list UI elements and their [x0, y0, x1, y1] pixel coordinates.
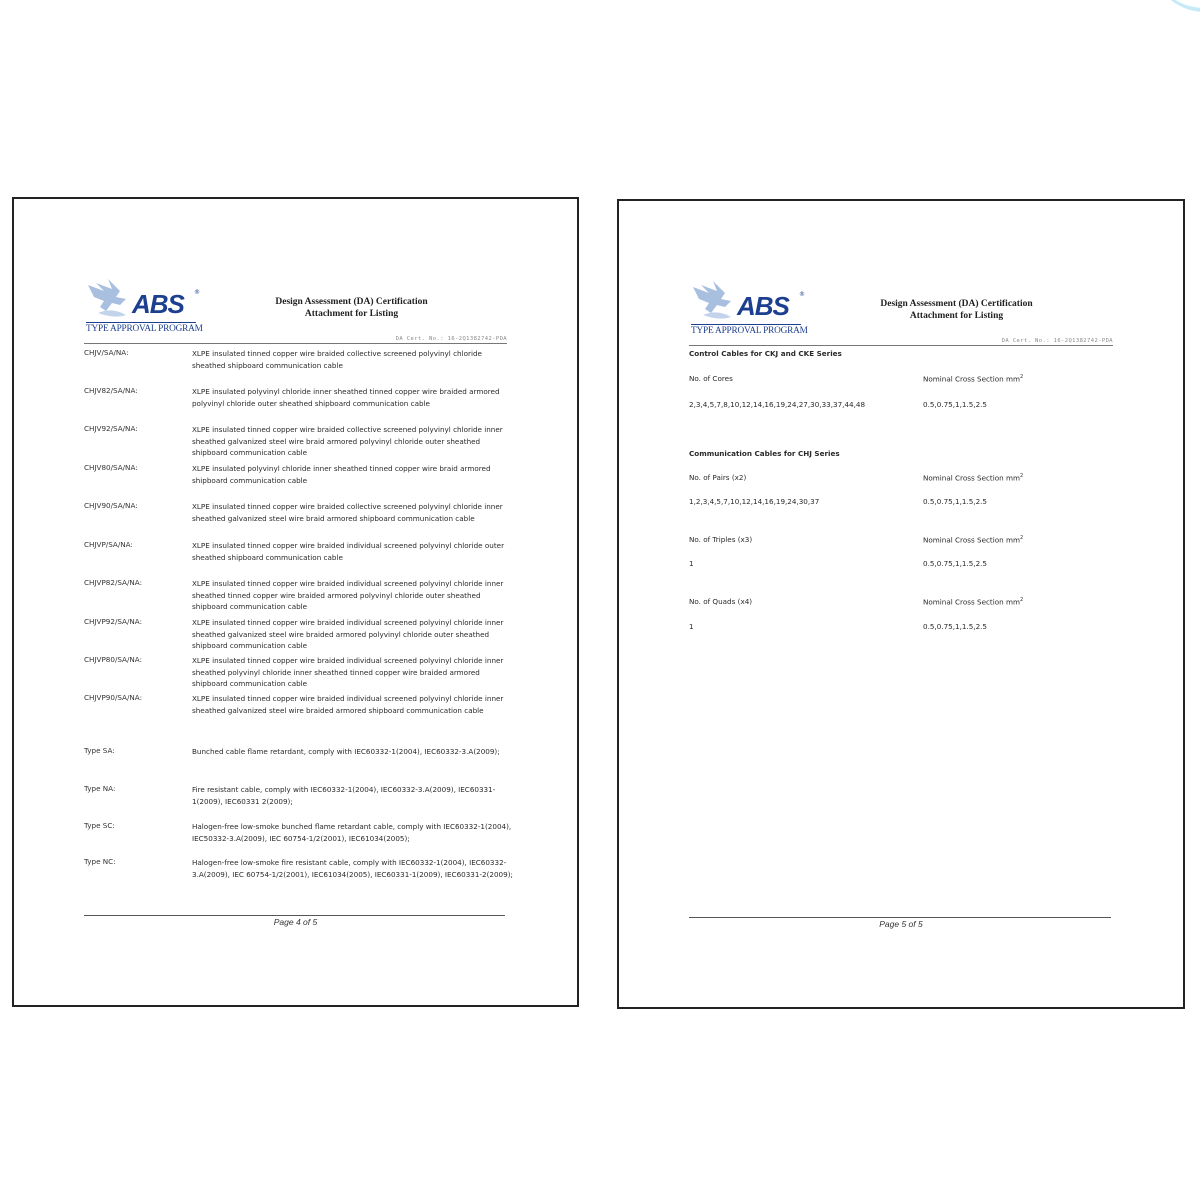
header-divider	[689, 345, 1113, 346]
title-line-2: Attachment for Listing	[909, 311, 1004, 321]
cable-description: XLPE insulated tinned copper wire braided collective screened polyvinyl chloride inner sheathed galvanized steel wire braid armored shipboard communication cable	[192, 502, 503, 523]
logo-wordmark: ABS	[737, 291, 789, 321]
cores-values: 2,3,4,5,7,8,10,12,14,16,19,24,27,30,33,37,44,48	[689, 400, 866, 409]
triples-values: 1	[689, 559, 694, 568]
cable-type-label: Type SA:	[84, 746, 115, 755]
triples-section-label: Nominal Cross Section $mm^2$	[923, 535, 1024, 545]
document-title	[849, 298, 1064, 322]
title-line-2: Attachment for Listing	[304, 309, 399, 319]
document-page-5	[617, 199, 1185, 1009]
registered-mark: ®	[194, 289, 200, 296]
pairs-values: 1,2,3,4,5,7,10,12,14,16,19,24,30,37	[689, 497, 820, 506]
document-page-4	[12, 197, 579, 1007]
quads-sections: 0.5,0.75,1,1.5,2.5	[923, 622, 988, 631]
page-number: Page 4 of 5	[273, 917, 318, 927]
cable-description: XLPE insulated tinned copper wire braided individual screened polyvinyl chloride inner sheathed polyvinyl chloride inner sheathed tinned copper wire braided armored shipboard communication cable	[192, 656, 504, 688]
program-label: TYPE APPROVAL PROGRAM	[691, 326, 808, 336]
communication-cables-heading: Communication Cables for CHJ Series	[689, 449, 840, 458]
cable-type-label: Type NC:	[84, 857, 116, 866]
cores-column-label: No. of Cores	[689, 374, 733, 383]
cable-type-label: CHJV82/SA/NA:	[84, 386, 138, 395]
abs-logo	[691, 279, 808, 337]
footer-divider	[689, 917, 1111, 918]
pairs-sections: 0.5,0.75,1,1.5,2.5	[923, 497, 988, 506]
cable-description: XLPE insulated tinned copper wire braided individual screened polyvinyl chloride inner sheathed galvanized steel wire braided armored shipboard communication cable	[192, 694, 504, 715]
pairs-section-label: Nominal Cross Section $mm^2$	[923, 473, 1024, 483]
cores-sections: 0.5,0.75,1,1.5,2.5	[923, 400, 988, 409]
program-label: TYPE APPROVAL PROGRAM	[86, 324, 203, 334]
footer-divider	[84, 915, 505, 916]
cable-description: XLPE insulated polyvinyl chloride inner sheathed tinned copper wire braided armored polyvinyl chloride outer sheathed shipboard communication cable	[192, 387, 500, 408]
cable-description: XLPE insulated tinned copper wire braided individual screened polyvinyl chloride outer sheathed shipboard communication cable	[192, 541, 505, 562]
cable-type-label: CHJV92/SA/NA:	[84, 424, 138, 433]
cable-type-label: Type NA:	[84, 784, 116, 793]
cable-type-label: CHJVP92/SA/NA:	[84, 617, 142, 626]
cable-type-label: CHJVP/SA/NA:	[84, 540, 133, 549]
triples-sections: 0.5,0.75,1,1.5,2.5	[923, 559, 988, 568]
cable-description: XLPE insulated tinned copper wire braided individual screened polyvinyl chloride inner sheathed tinned copper wire braided armored polyvinyl chloride outer sheathed shipboard communication cable	[192, 579, 504, 611]
cable-description: Halogen-free low-smoke bunched flame retardant cable, comply with IEC60332-1(2004), IEC50332-3.A(2009), IEC 60754-1/2(2001), IEC61034(2005);	[192, 822, 512, 843]
cert-number: DA Cert. No.: 16-2Q1382742-PDA	[1001, 338, 1113, 344]
control-cables-heading: Control Cables for CKJ and CKE Series	[689, 349, 842, 358]
pairs-column-label: No. of Pairs (x2)	[689, 473, 747, 482]
page-number: Page 5 of 5	[879, 919, 923, 929]
cable-description: Halogen-free low-smoke fire resistant cable, comply with IEC60332-1(2004), IEC60332-3.A(2009), IEC 60754-1/2(2001), IEC61034(2005), IEC60331-1(2009), IEC60331-2(2009);	[192, 858, 513, 879]
cable-description: XLPE insulated polyvinyl chloride inner sheathed tinned copper wire braid armored shipboard communication cable	[192, 464, 491, 485]
cores-section-label: Nominal Cross Section $mm^2$	[923, 374, 1024, 384]
quads-column-label: No. of Quads (x4)	[689, 597, 753, 606]
quads-values: 1	[689, 622, 694, 631]
cert-number: DA Cert. No.: 16-2Q1382742-PDA	[395, 336, 507, 342]
cable-type-label: CHJVP80/SA/NA:	[84, 655, 142, 664]
cable-type-label: CHJV90/SA/NA:	[84, 501, 138, 510]
cable-description: Bunched cable flame retardant, comply with IEC60332-1(2004), IEC60332-3.A(2009);	[192, 747, 500, 756]
cable-description: XLPE insulated tinned copper wire braided collective screened polyvinyl chloride inner sheathed galvanized steel wire braid armored polyvinyl chloride outer sheathed shipboard communication cable	[192, 425, 503, 457]
cable-type-label: CHJV80/SA/NA:	[84, 463, 138, 472]
abs-logo	[86, 277, 203, 335]
triples-column-label: No. of Triples (x3)	[689, 535, 753, 544]
cable-description: Fire resistant cable, comply with IEC60332-1(2004), IEC60332-3.A(2009), IEC60331-1(2009), IEC60331 2(2009);	[192, 785, 496, 806]
logo-wordmark: ABS	[132, 289, 184, 319]
corner-decoration	[1150, 0, 1200, 12]
cable-type-label: CHJVP90/SA/NA:	[84, 693, 142, 702]
cable-description: XLPE insulated tinned copper wire braided individual screened polyvinyl chloride inner sheathed galvanized steel wire braided armored polyvinyl chloride outer sheathed shipboard communication cable	[192, 618, 504, 650]
cable-description: XLPE insulated tinned copper wire braided collective screened polyvinyl chloride sheathed shipboard communication cable	[192, 349, 482, 370]
cable-type-label: CHJV/SA/NA:	[84, 348, 129, 357]
cable-type-label: CHJVP82/SA/NA:	[84, 578, 142, 587]
title-line-1: Design Assessment (DA) Certification	[880, 299, 1033, 309]
document-title	[244, 296, 459, 320]
cable-type-label: Type SC:	[84, 821, 115, 830]
registered-mark: ®	[799, 291, 805, 298]
quads-section-label: Nominal Cross Section $mm^2$	[923, 597, 1024, 607]
header-divider	[84, 343, 507, 344]
title-line-1: Design Assessment (DA) Certification	[275, 297, 428, 307]
